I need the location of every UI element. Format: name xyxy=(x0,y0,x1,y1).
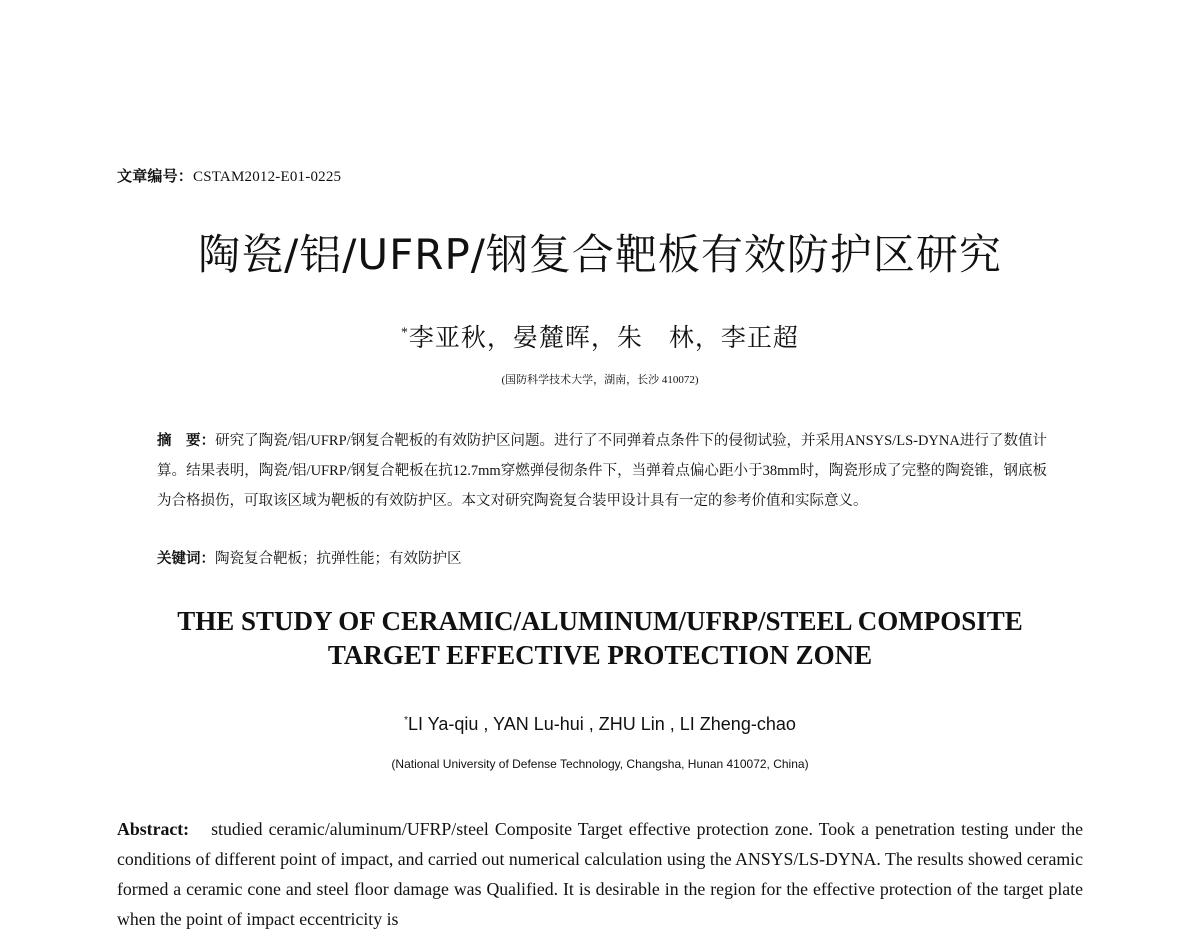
chinese-abstract-text: 研究了陶瓷/铝/UFRP/钢复合靶板的有效防护区问题。进行了不同弹着点条件下的侵彻试验，并采用ANSYS/LS-DYNA进行了数值计算。结果表明，陶瓷/铝/UFRP/钢复合靶板在抗12.7mm穿燃弹侵彻条件下，当弹着点偏心距小于38mm时，陶瓷形成了完整的陶瓷锥，钢底板为合格损伤，可取该区域为靶板的有效防护区。本文对研究陶瓷复合装甲设计具有一定的参考价值和实际意义。 xyxy=(157,433,1048,509)
english-title xyxy=(0,604,1200,672)
article-number xyxy=(117,165,341,186)
chinese-authors xyxy=(0,318,1200,354)
chinese-affiliation: (国防科学技术大学，湖南，长沙 410072) xyxy=(501,374,699,386)
chinese-keywords-text: 陶瓷复合靶板；抗弹性能；有效防护区 xyxy=(215,551,462,567)
english-abstract xyxy=(117,814,1083,934)
english-authors xyxy=(0,714,1200,735)
chinese-abstract-label: 摘 要： xyxy=(157,433,216,449)
chinese-keywords-label: 关键词： xyxy=(157,551,215,567)
english-affiliation: (National University of Defense Technology, Changsha, Hunan 410072, China) xyxy=(391,757,809,771)
article-number-value: CSTAM2012-E01-0225 xyxy=(193,169,342,185)
chinese-abstract xyxy=(157,426,1047,516)
chinese-title: 陶瓷/铝/UFRP/钢复合靶板有效防护区研究 xyxy=(198,230,1002,279)
corresponding-author-marker-en: * xyxy=(404,715,408,727)
corresponding-author-marker: * xyxy=(401,324,409,340)
chinese-keywords xyxy=(157,547,1047,568)
english-abstract-text: studied ceramic/aluminum/UFRP/steel Composite Target effective protection zone. Took a penetration testing under the conditions of different point of impact, and carried out numerical calculation using the ANSYS/LS-DYNA. The results showed ceramic formed a ceramic cone and steel floor damage was Qualified. It is desirable in the region for the effective protection of the target plate when the point of impact eccentricity is xyxy=(117,819,1083,929)
english-abstract-label: Abstract: xyxy=(117,819,190,839)
article-number-label: 文章编号： xyxy=(117,169,194,185)
chinese-author-list: 李亚秋，晏麓晖，朱 林，李正超 xyxy=(408,325,799,352)
english-title-line-2: TARGET EFFECTIVE PROTECTION ZONE xyxy=(327,640,873,670)
english-title-line-1: THE STUDY OF CERAMIC/ALUMINUM/UFRP/STEEL COMPOSITE xyxy=(177,606,1023,636)
english-author-list: LI Ya-qiu , YAN Lu-hui , ZHU Lin , LI Zheng-chao xyxy=(407,714,796,734)
